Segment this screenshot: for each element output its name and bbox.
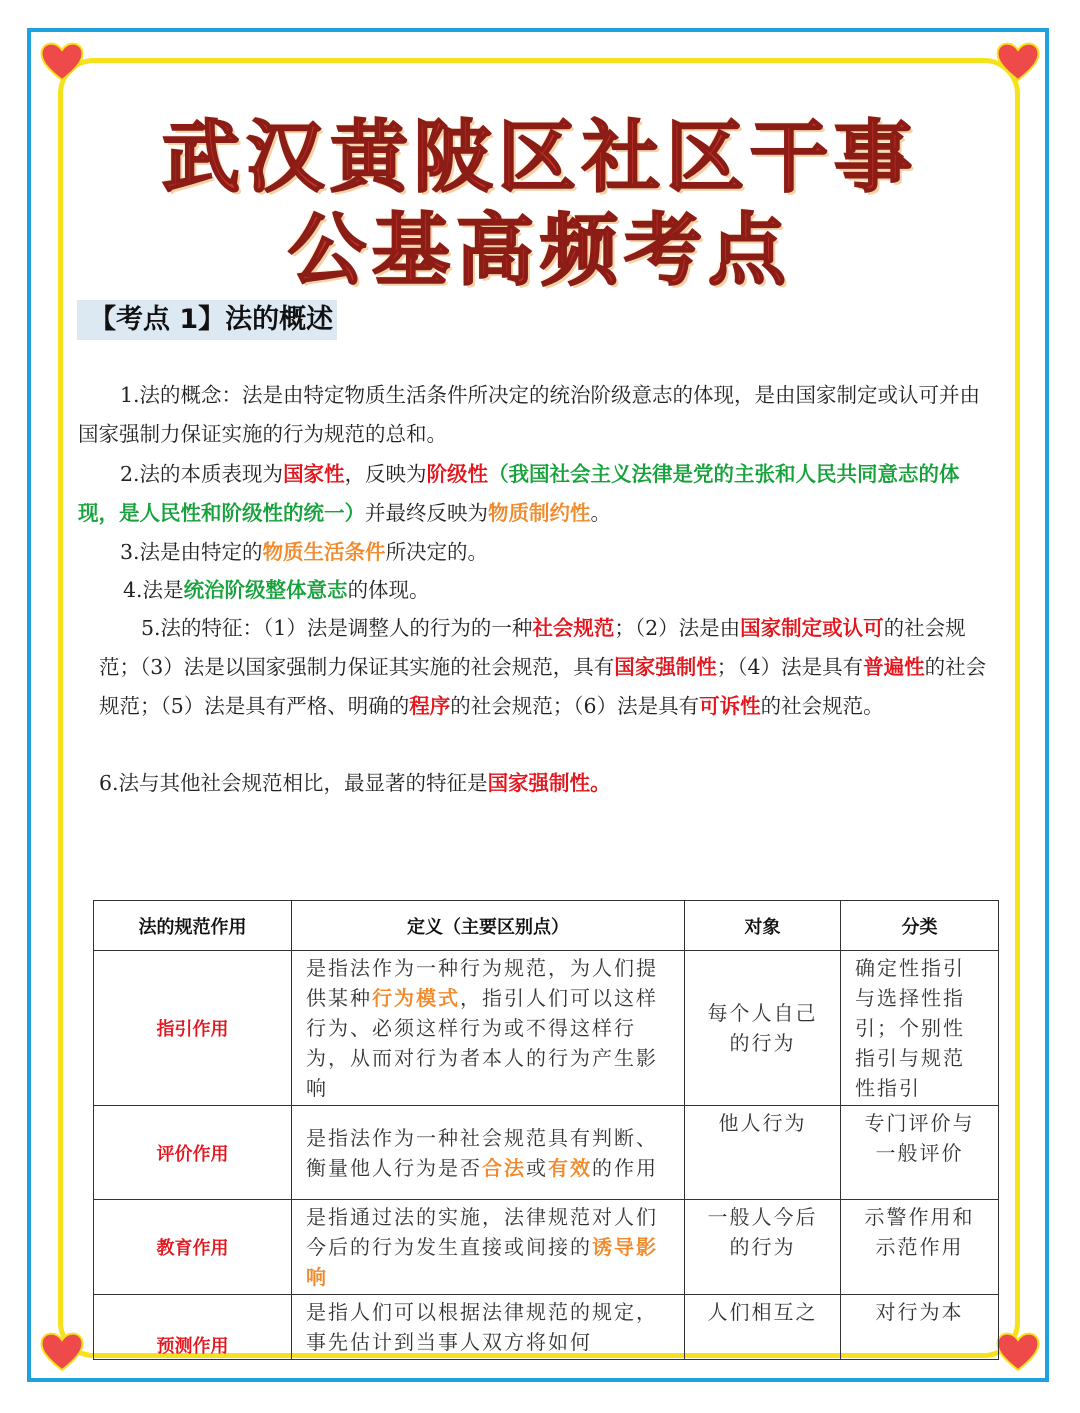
point-5-text: ；（2）法是由: [614, 616, 741, 640]
point-6-text: 6.法与其他社会规范相比，最显著的特征是: [99, 771, 488, 795]
table-header-cell: 法的规范作用: [94, 901, 292, 951]
point-4-text: 4.法是: [123, 578, 184, 602]
highlight-term: 合法: [482, 1155, 526, 1180]
definition-text: 是指法作为一种行为规范，为人们提供某种: [306, 956, 658, 1010]
table-header-cell: 对象: [685, 901, 841, 951]
point-2: [78, 455, 990, 533]
category-cell: 专门评价与一般评价: [841, 1106, 999, 1200]
heart-icon: [996, 40, 1040, 82]
table-row: [94, 951, 999, 1106]
object-cell: 人们相互之: [685, 1295, 841, 1360]
point-5-text: ；（4）法是具有: [716, 655, 864, 679]
point-5-text: 的社会规范；（6）法是具有: [450, 694, 700, 718]
point-1: [78, 376, 990, 454]
table-header-row: [94, 901, 999, 951]
heart-icon: [996, 1330, 1040, 1372]
category-cell: 示警作用和示范作用: [841, 1200, 999, 1295]
point-2-text: 。: [590, 501, 611, 525]
definition-text: 是指法作为一种社会规范具有判断、衡量他人行为是否: [306, 1125, 658, 1180]
page-title-line-2: 公基高频考点: [287, 206, 792, 296]
object-cell: 他人行为: [685, 1106, 841, 1200]
definition-cell: [292, 1106, 685, 1200]
point-1-text: 1.法的概念：法是由特定物质生活条件所决定的统治阶级意志的体现，是由国家制定或认可并由国家强制力保证实施的行为规范的总和。: [78, 383, 981, 446]
heart-icon: [40, 1330, 84, 1372]
table-row: [94, 1200, 999, 1295]
table-header-cell: 定义（主要区别点）: [292, 901, 685, 951]
highlight-term: 国家制定或认可: [740, 616, 884, 640]
category-cell: 对行为本: [841, 1295, 999, 1360]
point-4: [78, 571, 990, 610]
highlight-term: 物质制约性: [488, 501, 591, 525]
section-heading: 【考点 1】法的概述: [77, 300, 337, 340]
point-6-text: 。: [590, 771, 611, 795]
highlight-term: 物质生活条件: [262, 540, 386, 564]
point-2-text: 2.法的本质表现为: [120, 462, 284, 486]
definition-text: 或: [526, 1155, 548, 1180]
point-3: [78, 533, 990, 572]
row-name-cell: 教育作用: [94, 1200, 292, 1295]
norm-functions-table: [93, 900, 999, 1360]
table-header-cell: 分类: [841, 901, 999, 951]
point-5-text: 的社会规范。: [760, 694, 884, 718]
heart-icon: [40, 40, 84, 82]
highlight-term: 普遍性: [863, 655, 925, 679]
highlight-term: 社会规范: [532, 616, 615, 640]
point-6: [99, 764, 991, 803]
highlight-term: 程序: [409, 694, 451, 718]
point-5: [99, 609, 991, 726]
point-3-text: 3.法是由特定的: [120, 540, 263, 564]
point-5-text: 的社会规范；（3）法是以国家强制力保证其实施的社会规范，具有: [99, 616, 966, 679]
object-cell: 一般人今后的行为: [685, 1200, 841, 1295]
definition-text: 的作用: [592, 1155, 658, 1180]
highlight-note: （我国社会主义法律是党的主张和人民共同意志的体现，是人民性和阶级性的统一）: [78, 462, 960, 525]
definition-text: 是指通过法的实施，法律规范对人们今后的行为发生直接或间接的: [306, 1205, 658, 1259]
highlight-term: 可诉性: [699, 694, 761, 718]
page-title-line-1: 武汉黄陂区社区干事: [161, 113, 918, 203]
highlight-term: 国家性: [283, 462, 345, 486]
highlight-term: 行为模式: [372, 986, 460, 1010]
definition-cell: 是指人们可以根据法律规范的规定，事先估计到当事人双方将如何: [292, 1295, 685, 1360]
point-5-text: 的社会规范；（5）法是具有严格、明确的: [99, 655, 987, 718]
definition-cell: [292, 951, 685, 1106]
point-2-text: 并最终反映为: [365, 501, 488, 525]
highlight-term: 国家强制性: [487, 771, 591, 795]
definition-text: ，指引人们可以这样行为、必须这样行为或不得这样行为，从而对行为者本人的行为产生影响: [306, 986, 658, 1100]
highlight-term: 有效: [548, 1155, 592, 1180]
definition-cell: [292, 1200, 685, 1295]
highlight-term: 阶级性: [426, 462, 489, 486]
row-name-cell: 指引作用: [94, 951, 292, 1106]
object-cell: 每个人自己的行为: [685, 951, 841, 1106]
row-name-cell: 评价作用: [94, 1106, 292, 1200]
point-3-text: 所决定的。: [385, 540, 489, 564]
highlight-term: 统治阶级整体意志: [183, 578, 348, 602]
category-cell: 确定性指引与选择性指引；个别性指引与规范性指引: [841, 951, 999, 1106]
table-row: [94, 1106, 999, 1200]
highlight-term: 诱导影响: [306, 1235, 658, 1289]
row-name-cell: 预测作用: [94, 1295, 292, 1360]
table-row: [94, 1295, 999, 1360]
highlight-term: 国家强制性: [614, 655, 717, 679]
point-5-text: 5.法的特征：（1）法是调整人的行为的一种: [141, 616, 533, 640]
point-2-text: ，反映为: [344, 462, 427, 486]
point-4-text: 的体现。: [347, 578, 430, 602]
